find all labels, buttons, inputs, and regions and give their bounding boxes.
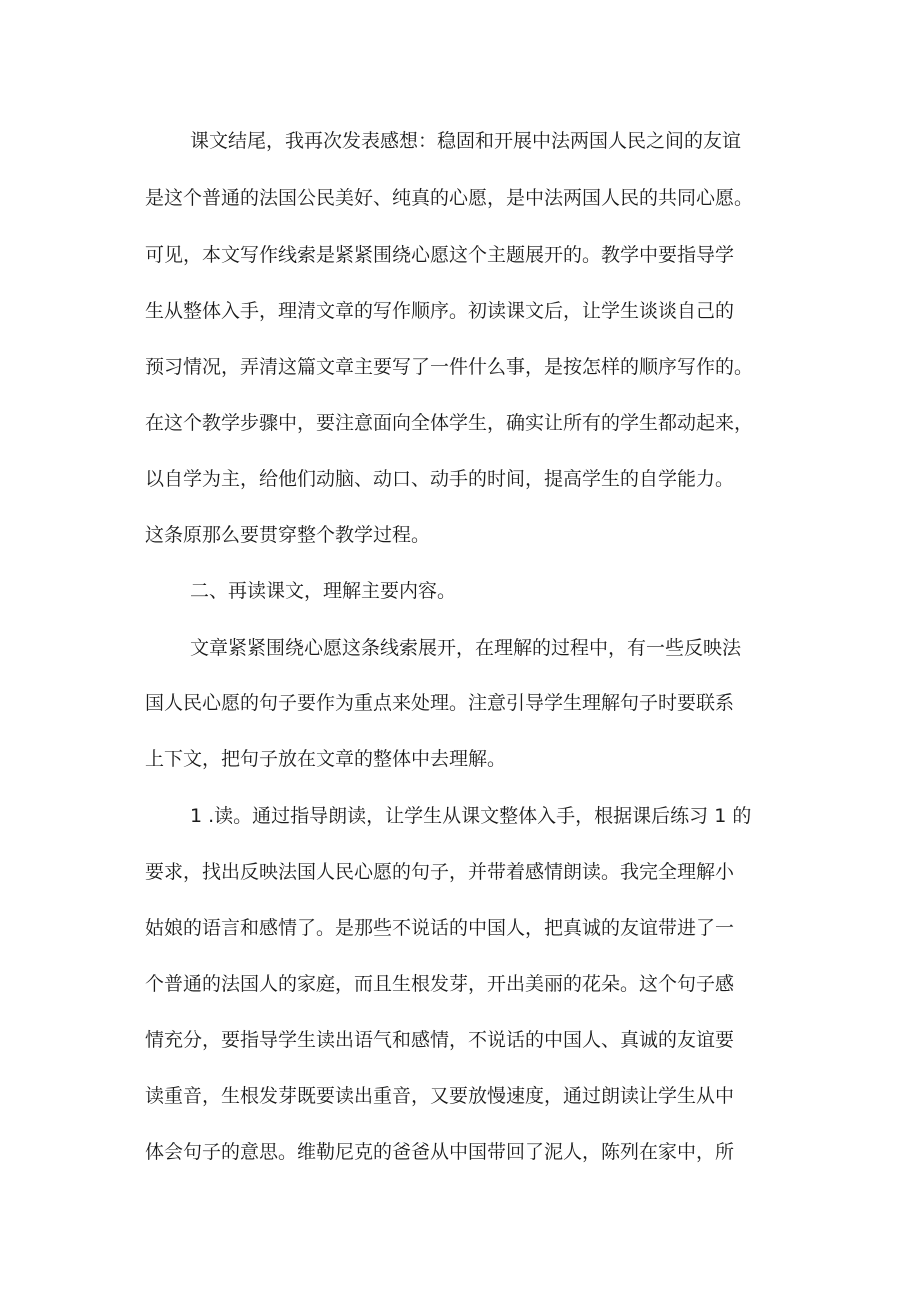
text-line: 姑娘的语言和感情了。是那些不说话的中国人，把真诚的友谊带进了一 <box>145 917 735 939</box>
text-line: 1 .读。通过指导朗读，让学生从课文整体入手，根据课后练习 1 的 <box>190 805 752 827</box>
text-line: 要求，找出反映法国人民心愿的句子，并带着感情朗读。我完全理解小 <box>145 861 735 883</box>
text-line: 以自学为主，给他们动脑、动口、动手的时间，提高学生的自学能力。 <box>145 468 735 490</box>
text-line: 生从整体入手，理清文章的写作顺序。初读课文后，让学生谈谈自己的 <box>145 300 735 322</box>
text-line: 上下文，把句子放在文章的整体中去理解。 <box>145 748 507 770</box>
section-heading: 二、再读课文，理解主要内容。 <box>190 580 457 602</box>
text-line: 体会句子的意思。维勒尼克的爸爸从中国带回了泥人，陈列在家中，所 <box>145 1141 735 1163</box>
text-line: 文章紧紧围绕心愿这条线索展开，在理解的过程中，有一些反映法 <box>190 637 742 659</box>
text-line: 预习情况，弄清这篇文章主要写了一件什么事，是按怎样的顺序写作的。 <box>145 356 754 378</box>
text-line: 个普通的法国人的家庭，而且生根发芽，开出美丽的花朵。这个句子感 <box>145 973 735 995</box>
text-line: 情充分，要指导学生读出语气和感情，不说话的中国人、真诚的友谊要 <box>145 1029 735 1051</box>
text-line: 可见，本文写作线索是紧紧围绕心愿这个主题展开的。教学中要指导学 <box>145 244 735 266</box>
text-line: 国人民心愿的句子要作为重点来处理。注意引导学生理解句子时要联系 <box>145 692 735 714</box>
text-line: 这条原那么要贯穿整个教学过程。 <box>145 524 431 546</box>
text-line: 读重音，生根发芽既要读出重音，又要放慢速度，通过朗读让学生从中 <box>145 1085 735 1107</box>
text-line: 在这个教学步骤中，要注意面向全体学生，确实让所有的学生都动起来， <box>145 412 754 434</box>
text-line: 课文结尾，我再次发表感想：稳固和开展中法两国人民之间的友谊 <box>190 130 742 152</box>
text-line: 是这个普通的法国公民美好、纯真的心愿，是中法两国人民的共同心愿。 <box>145 187 754 209</box>
